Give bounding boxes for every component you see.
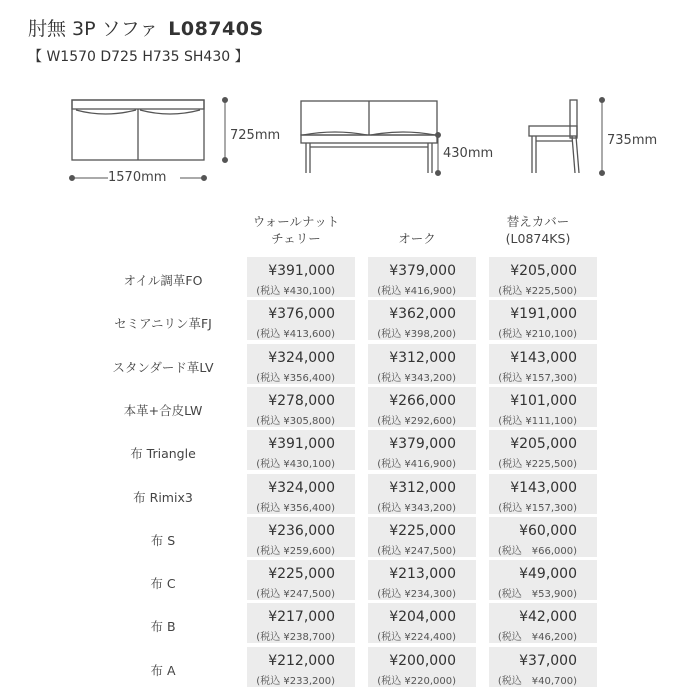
- price-with-tax: (税込 ¥305,800): [256, 416, 335, 427]
- price-with-tax: (税込 ¥40,700): [497, 676, 577, 687]
- price-with-tax: (税込 ¥66,000): [497, 546, 577, 557]
- top-view-drawing: [72, 100, 204, 160]
- price-value: ¥205,000: [510, 263, 577, 279]
- seat-height-label: 430mm: [443, 146, 494, 161]
- row-label: 布 A: [150, 663, 176, 678]
- price-value: ¥101,000: [510, 393, 577, 409]
- price-value: ¥191,000: [510, 306, 577, 322]
- price-value: ¥225,000: [389, 523, 456, 539]
- height-label: 735mm: [607, 133, 658, 148]
- price-value: ¥376,000: [268, 306, 335, 322]
- front-view-drawing: [301, 101, 437, 173]
- sofa-drawings: [0, 88, 700, 198]
- price-value: ¥312,000: [389, 480, 456, 496]
- price-with-tax: (税込 ¥356,400): [256, 373, 335, 384]
- price-with-tax: (税込 ¥430,100): [256, 286, 335, 297]
- price-value: ¥37,000: [519, 653, 577, 669]
- column-header-walnut-cherry: ウォールナット チェリー: [252, 214, 340, 246]
- price-with-tax: (税込 ¥416,900): [377, 286, 456, 297]
- price-with-tax: (税込 ¥157,300): [498, 373, 577, 384]
- price-with-tax: (税込 ¥413,600): [256, 329, 335, 340]
- row-label: 布 Rimix3: [133, 490, 193, 505]
- price-with-tax: (税込 ¥210,100): [498, 329, 577, 340]
- product-name: 肘無 3P ソファ: [28, 18, 159, 40]
- price-value: ¥312,000: [389, 350, 456, 366]
- price-with-tax: (税込 ¥247,500): [256, 589, 335, 600]
- row-label: 布 C: [150, 576, 176, 591]
- height-dimension-line: [600, 98, 605, 176]
- price-value: ¥391,000: [268, 436, 335, 452]
- side-view-drawing: [529, 100, 579, 173]
- price-with-tax: (税込 ¥356,400): [256, 503, 335, 514]
- price-value: ¥217,000: [268, 609, 335, 625]
- price-value: ¥324,000: [268, 480, 335, 496]
- price-with-tax: (税込 ¥46,200): [497, 632, 577, 643]
- depth-label: 725mm: [230, 128, 281, 143]
- price-with-tax: (税込 ¥259,600): [256, 546, 335, 557]
- price-with-tax: (税込 ¥234,300): [377, 589, 456, 600]
- price-with-tax: (税込 ¥343,200): [377, 503, 456, 514]
- price-value: ¥236,000: [268, 523, 335, 539]
- row-label: セミアニリン革FJ: [114, 316, 212, 331]
- price-value: ¥213,000: [389, 566, 456, 582]
- price-with-tax: (税込 ¥53,900): [497, 589, 577, 600]
- price-value: ¥143,000: [510, 350, 577, 366]
- price-value: ¥49,000: [519, 566, 577, 582]
- price-with-tax: (税込 ¥398,200): [377, 329, 456, 340]
- model-number: L08740S: [168, 18, 264, 40]
- price-with-tax: (税込 ¥292,600): [377, 416, 456, 427]
- row-label: 布 B: [150, 619, 176, 634]
- price-with-tax: (税込 ¥157,300): [498, 503, 577, 514]
- price-with-tax: (税込 ¥220,000): [377, 676, 456, 687]
- price-value: ¥379,000: [389, 436, 456, 452]
- price-with-tax: (税込 ¥111,100): [498, 416, 577, 427]
- sofa-line-drawings: [0, 88, 700, 198]
- price-value: ¥143,000: [510, 480, 577, 496]
- price-with-tax: (税込 ¥247,500): [377, 546, 456, 557]
- row-label: 布 Triangle: [130, 446, 196, 461]
- price-value: ¥379,000: [389, 263, 456, 279]
- price-value: ¥204,000: [389, 609, 456, 625]
- row-label: オイル調革FO: [123, 273, 203, 288]
- depth-dimension-line: [223, 98, 228, 163]
- price-value: ¥225,000: [268, 566, 335, 582]
- column-header-oak: オーク: [398, 231, 436, 246]
- price-with-tax: (税込 ¥343,200): [377, 373, 456, 384]
- price-value: ¥60,000: [519, 523, 577, 539]
- price-value: ¥324,000: [268, 350, 335, 366]
- product-title: [28, 14, 264, 41]
- width-label: 1570mm: [108, 170, 167, 185]
- price-with-tax: (税込 ¥224,400): [377, 632, 456, 643]
- dimensions-summary: 【 W1570 D725 H735 SH430 】: [28, 49, 249, 65]
- row-label: 布 S: [150, 533, 176, 548]
- price-value: ¥362,000: [389, 306, 456, 322]
- price-with-tax: (税込 ¥225,500): [498, 286, 577, 297]
- price-value: ¥200,000: [389, 653, 456, 669]
- price-value: ¥266,000: [389, 393, 456, 409]
- row-label: スタンダード革LV: [112, 360, 214, 375]
- column-header-replacement-cover: 替えカバー (L0874KS): [505, 214, 571, 246]
- price-value: ¥205,000: [510, 436, 577, 452]
- price-value: ¥391,000: [268, 263, 335, 279]
- price-with-tax: (税込 ¥416,900): [377, 459, 456, 470]
- price-with-tax: (税込 ¥430,100): [256, 459, 335, 470]
- price-with-tax: (税込 ¥238,700): [256, 632, 335, 643]
- price-with-tax: (税込 ¥225,500): [498, 459, 577, 470]
- price-with-tax: (税込 ¥233,200): [256, 676, 335, 687]
- seat-height-dimension-line: [436, 133, 441, 176]
- price-value: ¥212,000: [268, 653, 335, 669]
- price-value: ¥42,000: [519, 609, 577, 625]
- row-label: 本革+合皮LW: [123, 403, 203, 418]
- price-value: ¥278,000: [268, 393, 335, 409]
